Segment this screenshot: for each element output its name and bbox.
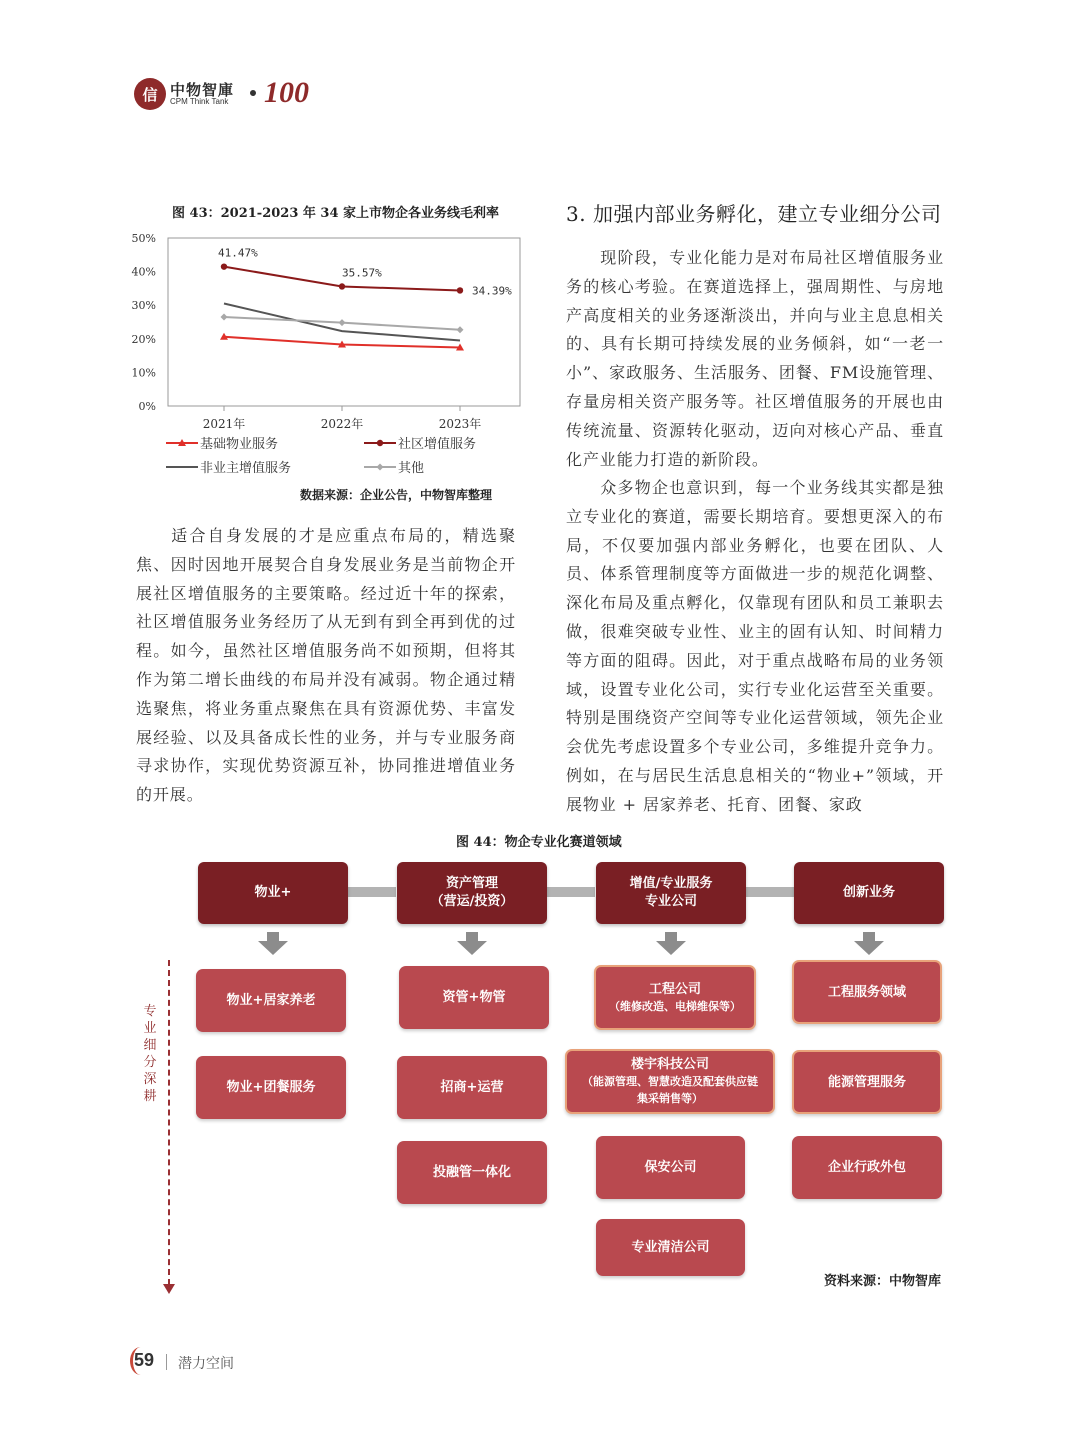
depth-axis-label: 专业细分深耕 <box>143 1004 157 1104</box>
y-tick-label: 40% <box>131 265 156 279</box>
legend-label: 基础物业服务 <box>200 437 279 452</box>
sub-box: 企业行政外包 <box>792 1136 942 1199</box>
data-point <box>457 326 464 333</box>
sub-box: 专业清洁公司 <box>596 1219 745 1276</box>
section-heading: 3. 加强内部业务孵化，建立专业细分公司 <box>566 202 942 226</box>
x-tick-label: 2021年 <box>202 417 246 431</box>
brand-name-cn: 中物智庫 <box>170 81 235 99</box>
data-label: 35.57% <box>342 266 382 280</box>
footer-divider <box>166 1354 167 1370</box>
brand-name-en: CPM Think Tank <box>170 97 229 106</box>
anniversary-logo: 100 <box>264 76 309 109</box>
header-connector <box>547 887 595 897</box>
separator-dot-icon <box>250 90 256 96</box>
data-point <box>221 263 227 269</box>
sub-box: 能源管理服务 <box>792 1050 942 1114</box>
figure43-title: 图 43：2021-2023 年 34 家上市物企各业务线毛利率 <box>172 206 500 221</box>
data-point <box>457 287 463 293</box>
y-tick-label: 50% <box>131 232 156 245</box>
legend-label: 其他 <box>398 461 425 476</box>
seal-logo-icon: 信 <box>134 78 166 110</box>
header-box-innovation: 创新业务 <box>794 862 944 924</box>
left-paragraph: 适合自身发展的才是应重点布局的，精选聚焦、因时因地开展契合自身发展业务是当前物企开展社区增值服务的主要策略。经过近十年的探索，社区增值服务业务经历了从无到有到全再到优的过程。如今，虽然社区增值服务尚不如预期，但将其作为第二增长曲线的布局并没有减弱。物企通过精选聚焦，将业务重点聚焦在具有资源优势、丰富发展经验、以及具备成长性的业务，并与专业服务商寻求协作，实现优势资源互补，协同推进增值业务的开展。 <box>136 526 516 805</box>
legend-marker <box>377 440 383 446</box>
legend-marker <box>377 464 384 471</box>
sub-box: 物业+团餐服务 <box>196 1056 346 1119</box>
y-tick-label: 30% <box>131 299 156 313</box>
sub-box: 工程服务领域 <box>792 960 942 1024</box>
sub-box: 楼宇科技公司 （能源管理、智慧改造及配套供应链集采销售等） <box>565 1049 775 1114</box>
sub-box: 保安公司 <box>596 1136 745 1199</box>
figure43-source: 数据来源：企业公告，中物智库整理 <box>300 488 493 502</box>
sub-box: 工程公司 （维修改造、电梯维保等） <box>594 965 756 1030</box>
figure43-line-chart <box>130 225 530 515</box>
right-paragraph-1: 现阶段，专业化能力是对布局社区增值服务业务的核心考验。在赛道选择上，强周期性、与房地产高度相关的业务逐渐淡出，并向与业主息息相关的、具有长期可持续发展的业务倾斜，如“一老一小”、家政服务、生活服务、团餐、FM设施管理、存量房相关资产服务等。社区增值服务的开展也由传统流量、资源转化驱动，迈向对核心产品、垂直化产业能力打造的新阶段。 <box>566 248 944 469</box>
legend-label: 非业主增值服务 <box>200 461 292 476</box>
brand-logo <box>134 74 344 114</box>
x-tick-label: 2023年 <box>438 417 482 431</box>
figure44-title: 图 44：物企专业化赛道领域 <box>456 835 622 850</box>
right-paragraph-2: 众多物企也意识到，每一个业务线其实都是独立专业化的赛道，需要长期培育。要想更深入的布局，不仅要加强内部业务孵化，也要在团队、人员、体系管理制度等方面做进一步的规范化调整、深化布局及重点孵化，仅靠现有团队和员工兼职去做，很难突破专业性、业主的固有认知、时间精力等方面的阻碍。因此，对于重点战略布局的业务领域，设置专业化公司，实行专业化运营至关重要。特别是围绕资产空间等专业化运营领域，领先企业会优先考虑设置多个专业公司，多维提升竞争力。例如，在与居民生活息息相关的“物业+”领域，开展物业 + 居家养老、托育、团餐、家政 <box>566 478 944 814</box>
y-tick-label: 10% <box>131 366 156 380</box>
sub-box: 招商+运营 <box>397 1056 547 1119</box>
x-tick-label: 2022年 <box>320 417 364 431</box>
y-tick-label: 0% <box>138 400 156 413</box>
sub-box: 物业+居家养老 <box>196 969 346 1032</box>
sub-box: 资管+物管 <box>399 966 549 1029</box>
data-point <box>339 319 346 326</box>
figure44-source: 资料来源：中物智库 <box>824 1274 942 1289</box>
header-connector <box>746 887 794 897</box>
section-name: 潜力空间 <box>178 1356 234 1372</box>
data-point <box>339 283 345 289</box>
depth-axis-arrow-icon <box>163 1284 175 1294</box>
data-point <box>221 313 228 320</box>
data-label: 41.47% <box>218 246 258 260</box>
depth-axis-line <box>168 960 170 1285</box>
legend-label: 社区增值服务 <box>398 437 477 452</box>
header-connector <box>348 887 396 897</box>
header-box-professional-services: 增值/专业服务 专业公司 <box>596 862 746 924</box>
data-label: 34.39% <box>472 284 512 298</box>
header-box-property-plus: 物业+ <box>198 862 348 924</box>
header-box-asset-management: 资产管理 （营运/投资） <box>397 862 547 924</box>
y-tick-label: 20% <box>131 332 156 346</box>
page-number: 59 <box>134 1350 155 1370</box>
sub-box: 投融管一体化 <box>397 1141 547 1204</box>
